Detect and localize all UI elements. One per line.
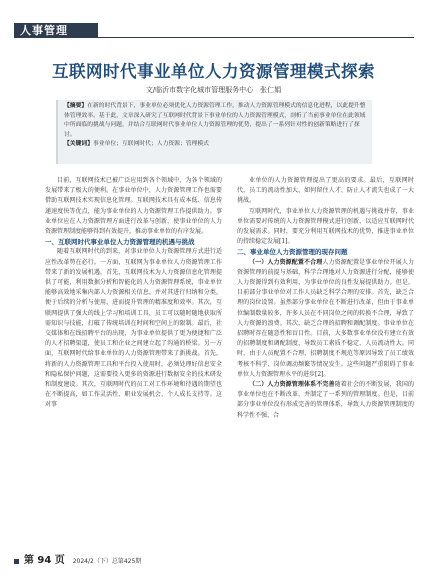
section-heading: 一、互联网时代事业单位人力资源管理的机遇与挑战 [45, 238, 195, 247]
subsection-heading: （二）人力资源管理体系不完善 [249, 381, 335, 389]
abstract-text: 在新的时代背景下，事业单位必须优化人力资源管理工作，推动人力资源管理模式的信息化进程，以此提升整体管理效率。基于此，文章深入研究了互联网时代背景下事业单位的人力资源管理模式，剖析了当前事业单位在此领域中所面临的挑战与问题，并结合互联网时代事业单位人力资源管理的优势，提出了一系列针对性的创新策略进行了探讨。 [64, 103, 366, 138]
section-heading: 二、事业单位人力资源管理的现存问题 [237, 248, 348, 257]
subsection-heading: （一）人力资源配置不合理 [249, 258, 323, 266]
body-paragraph [237, 380, 414, 421]
issue-info: 2024/2（下）总第425期 [72, 558, 142, 565]
section-tag-rule [92, 37, 414, 38]
body-text: 随着社会的不断发展，我国的事业单位也在不断改革，并制定了一系列的管理制度。但是，目前部分事业单位没有形成完善的管理体系，导致人力资源管理制度的科学性不强、合 [237, 381, 414, 419]
abstract-paragraph [64, 102, 366, 140]
page-number: 第 94 页 [23, 555, 65, 566]
body-paragraph: 互联网时代，事业单位人力资源管理的机遇与挑战并存，事业单位需要对传统的人力资源管理模式进行创新，以适应互联网时代的发展需求。同时，要充分利用互联网技术的优势，推进事业单位的持续稳定发展[1]。 [237, 207, 414, 246]
section-tag: 人事管理 [14, 23, 98, 38]
left-column [45, 176, 222, 411]
body-paragraph: 目前，互联网技术已被广泛应用到各个领域中，为各个领域的发展带来了极大的便利。在事业单位中，人力资源管理工作也需要借助互联网技术实现信息化管理。互联网技术具有成本低、信息传递速度快等优点，能为事业单位的人力资源管理工作提供助力。事业单位应在人力资源管理方面进行改革与创新，使事业单位的人力资源管理制度能够得到有效提升，推动事业单位的有序发展。 [45, 177, 222, 236]
keywords-line [64, 140, 366, 150]
page-footer [14, 551, 141, 566]
right-column [237, 176, 414, 421]
footer-mark [14, 559, 19, 564]
article-title: 互联网时代事业单位人力资源管理模式探索 [52, 62, 375, 81]
body-paragraph [237, 258, 414, 380]
keywords-label: 【关键词】 [64, 141, 93, 148]
abstract-label: 【摘要】 [64, 103, 88, 109]
keywords-text: 事业单位；互联网时代；人力资源；管理模式 [93, 141, 209, 148]
body-paragraph: 业单位的人力资源管理提出了更高的要求。最后，互联网时代，员工的流动性加大，如何留住人才、防止人才流失也成了一大挑战。 [237, 177, 414, 205]
abstract-box [56, 100, 372, 164]
article-author: 文/临沂市数字化城市管理服务中心 张仁娟 [145, 86, 282, 94]
body-text: 人力资源配置是事业单位开展人力资源管理的前提与基础，科学合理地对人力资源进行分配，能够使人力资源得到有效利用，为事业单位的良性发展提供助力。但是，目前部分事业单位对工作人员缺乏科学合理的安排。首先，缺乏合理的岗位设置。虽然部分事业单位在不断进行改革，但由于事业单位编制数量较多，许多人员在不同岗位之间的转换不合理，导致了人力资源的浪费。其次，缺乏合理的招聘和调配制度。事业单位在招聘时存在随意性和盲目性。目前，大多数事业单位没有建立有效的招聘制度和调配制度，导致员工素质不稳定、人员流动性大。同时，由于人员配置不合理，招聘制度不规范等原因导致了员工绩效考核不科学、岗位调动频繁等情况发生。这些问题严重阻碍了事业单位人力资源管理水平的进步[2]。 [237, 258, 414, 378]
body-paragraph: 随着互联网时代的到来，对事业单位人力资源管理方式进行适应性改革势在必行。一方面，互联网为事业单位人力资源管理工作带来了新的发展机遇。首先，互联网技术为人力资源信息化管理提供了可能，利用数据分析和智能化的人力资源管理系统，事业单位能够高效地采集内部人力资源相关信息，并对其进行归纳和分类，便于后续的分析与使用，进而提升管理的精准度和效率。其次，互联网提供了强大的线上学习和培训工具，员工可以随时随地获取所需知识与技能，打破了传统培训在时间和空间上的限制。最后，社交媒体和在线招聘平台的出现，为事业单位提供了更为便捷和广泛的人才招聘渠道，使员工和企业之间建立起了沟通的桥梁。另一方面，互联网时代给事业单位的人力资源管理带来了新挑战。首先，将新的人力资源管理工具和平台投入使用时，必须处理好信息安全和隐私保护问题，这需要投入更多的资源进行数据安全的技术研发和制度建设。其次，互联网时代的员工对工作环境和待遇的期望也在不断提高，如工作灵活性、职业发展机会、个人成长支持等。这对事 [45, 248, 222, 409]
